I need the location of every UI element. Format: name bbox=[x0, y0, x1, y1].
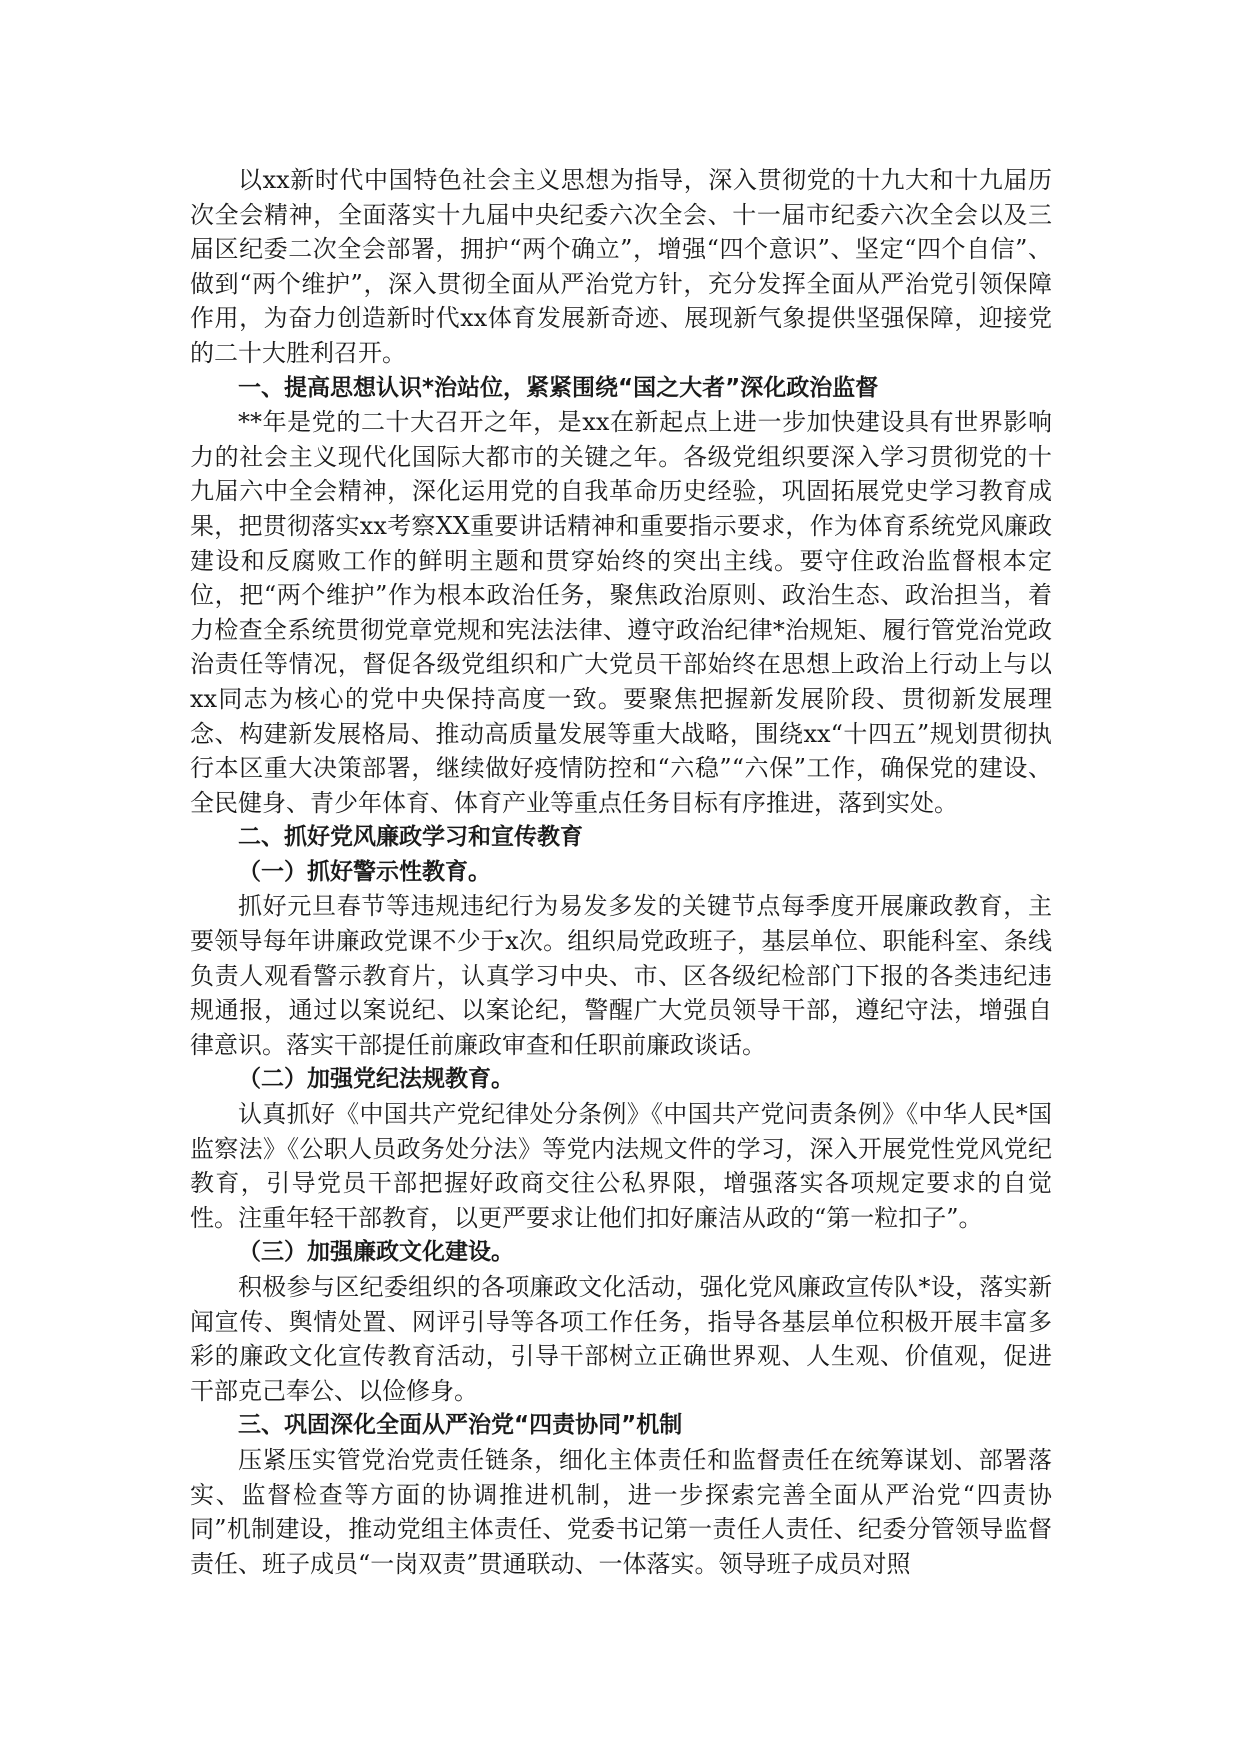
subsection-heading-2-2: （二）加强党纪法规教育。 bbox=[238, 1066, 514, 1093]
section-heading-1: 一、提高思想认识*治站位，紧紧围绕“国之大者”深化政治监督 bbox=[238, 374, 879, 401]
subsection-heading-2-3: （三）加强廉政文化建设。 bbox=[238, 1239, 514, 1266]
subsection-2-3-paragraph: 积极参与区纪委组织的各项廉政文化活动，强化党风廉政宣传队*设，落实新闻宣传、舆情处置、网评引导等各项工作任务，指导各基层单位积极开展丰富多彩的廉政文化宣传教育活动，引导干部树立正确世界观、人生观、价值观，促进干部克己奉公、以俭修身。 bbox=[190, 1273, 1052, 1405]
intro-paragraph: 以xx新时代中国特色社会主义思想为指导，深入贯彻党的十九大和十九届历次全会精神，全面落实十九届中央纪委六次全会、十一届市纪委六次全会以及三届区纪委二次全会部署，拥护“两个确立”，增强“四个意识”、坚定“四个自信”、做到“两个维护”，深入贯彻全面从严治党方针，充分发挥全面从严治党引领保障作用，为奋力创造新时代xx体育发展新奇迹、展现新气象提供坚强保障，迎接党的二十大胜利召开。 bbox=[190, 166, 1052, 367]
subsection-heading-2-1: （一）抓好警示性教育。 bbox=[238, 858, 491, 885]
subsection-2-2-paragraph: 认真抓好《中国共产党纪律处分条例》《中国共产党问责条例》《中华人民*国监察法》《公职人员政务处分法》等党内法规文件的学习，深入开展党性党风党纪教育，引导党员干部把握好政商交往公私界限，增强落实各项规定要求的自觉性。注重年轻干部教育，以更严要求让他们扣好廉洁从政的“第一粒扣子”。 bbox=[190, 1100, 1052, 1232]
section-heading-3: 三、巩固深化全面从严治党“四责协同”机制 bbox=[238, 1412, 683, 1439]
section-3-paragraph: 压紧压实管党治党责任链条，细化主体责任和监督责任在统筹谋划、部署落实、监督检查等方面的协调推进机制，进一步探索完善全面从严治党“四责协同”机制建设，推动党组主体责任、党委书记第一责任人责任、纪委分管领导监督责任、班子成员“一岗双责”贯通联动、一体落实。领导班子成员对照 bbox=[190, 1445, 1052, 1578]
document-page bbox=[190, 163, 1052, 1581]
section-heading-2: 二、抓好党风廉政学习和宣传教育 bbox=[238, 824, 583, 851]
subsection-2-1-paragraph: 抓好元旦春节等违规违纪行为易发多发的关键节点每季度开展廉政教育，主要领导每年讲廉政党课不少于x次。组织局党政班子，基层单位、职能科室、条线负责人观看警示教育片，认真学习中央、市、区各级纪检部门下报的各类违纪违规通报，通过以案说纪、以案论纪，警醒广大党员领导干部，遵纪守法，增强自律意识。落实干部提任前廉政审查和任职前廉政谈话。 bbox=[190, 892, 1052, 1059]
section-1-paragraph: **年是党的二十大召开之年，是xx在新起点上进一步加快建设具有世界影响力的社会主义现代化国际大都市的关键之年。各级党组织要深入学习贯彻党的十九届六中全会精神，深化运用党的自我革命历史经验，巩固拓展党史学习教育成果，把贯彻落实xx考察XX重要讲话精神和重要指示要求，作为体育系统党风廉政建设和反腐败工作的鲜明主题和贯穿始终的突出主线。要守住政治监督根本定位，把“两个维护”作为根本政治任务，聚焦政治原则、政治生态、政治担当，着力检查全系统贯彻党章党规和宪法法律、遵守政治纪律*治规矩、履行管党治党政治责任等情况，督促各级党组织和广大党员干部始终在思想上政治上行动上与以xx同志为核心的党中央保持高度一致。要聚焦把握新发展阶段、贯彻新发展理念、构建新发展格局、推动高质量发展等重大战略，围绕xx“十四五”规划贯彻执行本区重大决策部署，继续做好疫情防控和“六稳”“六保”工作，确保党的建设、全民健身、青少年体育、体育产业等重点任务目标有序推进，落到实处。 bbox=[190, 408, 1052, 817]
